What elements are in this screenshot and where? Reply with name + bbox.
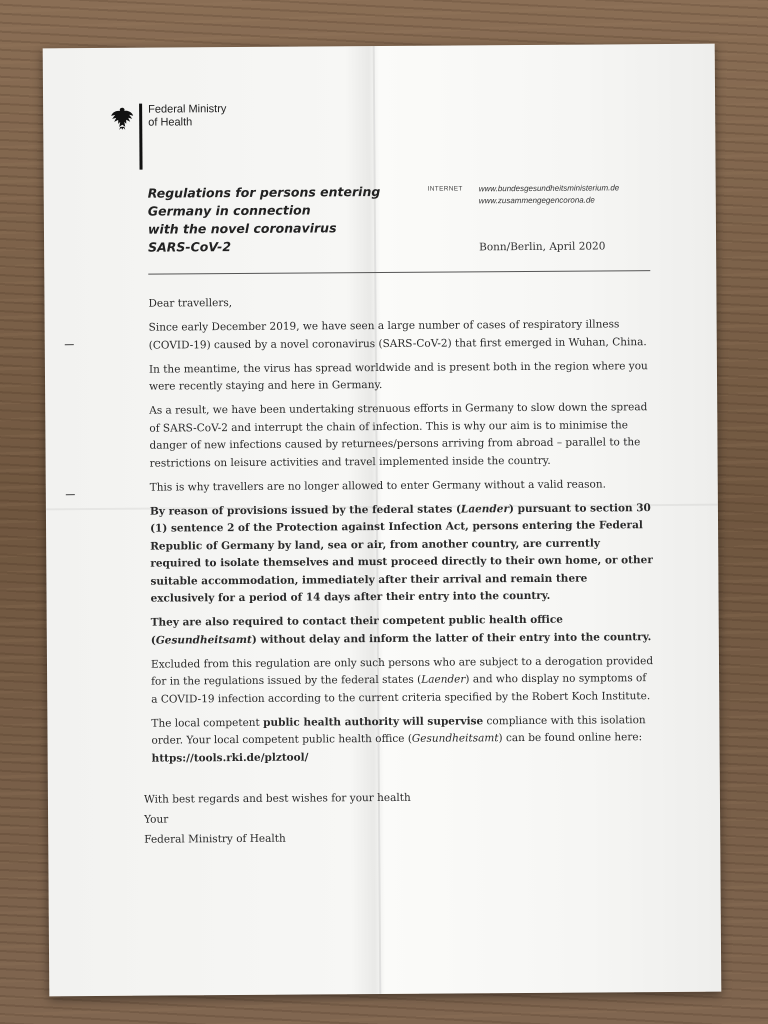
closing-line3: Federal Ministry of Health	[144, 832, 286, 846]
ministry-name-line2: of Health	[148, 116, 193, 129]
p5-text-a: By reason of provisions issued by the federal states (	[149, 502, 461, 518]
title-line4: SARS-CoV-2	[148, 239, 232, 255]
paragraph-5	[150, 500, 654, 609]
p7-text-a: Excluded from this regulation are only such persons who are subject to a derogation provided for in the regulations issued by the federal states (	[150, 654, 654, 688]
website-url-1: www.bundesgesundheitsministerium.de	[478, 183, 620, 194]
ministry-logo	[109, 103, 227, 170]
p8-bold: public health authority will supervise	[263, 714, 484, 729]
p8-text-b: compliance with this isolation order. Your local competent public health office (	[151, 713, 646, 747]
paragraph-6	[151, 611, 654, 650]
p8-text-c: ) can be found online here:	[498, 731, 643, 745]
paragraph-7	[151, 653, 654, 709]
p5-italic: Laender	[460, 502, 510, 515]
rki-link: https://tools.rki.de/plztool/	[151, 751, 309, 765]
fold-mark-top	[65, 344, 74, 345]
ministry-name	[148, 103, 226, 130]
website-links	[479, 182, 620, 207]
p5-text-b: ) pursuant to section 30 (1) sentence 2 of the Protection against Infection Act, persons entering the Federal Republic of Germany by land, sea or air, from another country, are currently required to isolate themselves and must proceed directly to their own home, or other suitable accommodation, immediately after their arrival and remain there exclusively for a period of 14 days after their entry into the country.	[150, 501, 653, 605]
paragraph-3: As a result, we have been undertaking strenuous efforts in Germany to slow down the spread of SARS-CoV-2 and interrupt the chain of infection. This is why our aim is to minimise the danger of new infections caused by returnees/persons arriving from abroad – parallel to the restrictions on leisure activities and travel implemented inside the country.	[149, 401, 648, 470]
ministry-name-line1: Federal Ministry	[148, 103, 227, 116]
paragraph-4: This is why travellers are no longer allowed to enter Germany without a valid reason.	[149, 477, 606, 494]
document-title	[148, 183, 388, 257]
letter-body	[148, 292, 654, 774]
letter-closing	[144, 788, 411, 850]
closing-line2: Your	[144, 813, 169, 826]
fold-mark-middle	[66, 494, 75, 495]
p6-italic: Gesundheitsamt	[155, 633, 252, 647]
p6-text-b: ) without delay and inform the latter of their entry into the country.	[251, 630, 652, 646]
title-line3: with the novel coronavirus	[147, 220, 337, 237]
p7-italic: Laender	[421, 673, 466, 686]
letter-sheet	[43, 44, 722, 997]
place-date: Bonn/Berlin, April 2020	[479, 240, 606, 254]
p7-text-b: ) and who display no symptoms of a COVID-19 infection according to the current criteria specified by the Robert Koch Institute.	[151, 672, 651, 706]
salutation: Dear travellers,	[148, 297, 233, 310]
closing-line1: With best regards and best wishes for your health	[143, 791, 411, 806]
title-line1: Regulations for persons entering	[147, 184, 381, 201]
paragraph-2: In the meantime, the virus has spread worldwide and is present both in the region where you were recently staying and here in Germany.	[148, 359, 648, 393]
p6-text-a: They are also required to contact their competent public health office (	[150, 613, 563, 647]
p8-italic: Gesundheitsamt	[411, 732, 499, 745]
paragraph-8	[151, 712, 654, 768]
internet-label: INTERNET	[427, 185, 463, 193]
federal-eagle-icon	[109, 106, 135, 132]
website-url-2: www.zusammengegencorona.de	[478, 195, 595, 206]
header-rule	[148, 270, 650, 275]
p8-text-a: The local competent	[151, 716, 264, 730]
paragraph-1: Since early December 2019, we have seen a large number of cases of respiratory illness (COVID-19) caused by a novel coronavirus (SARS-CoV-2) that first emerged in Wuhan, China.	[148, 318, 647, 352]
logo-divider-bar	[139, 104, 142, 170]
title-line2: Germany in connection	[147, 202, 311, 219]
